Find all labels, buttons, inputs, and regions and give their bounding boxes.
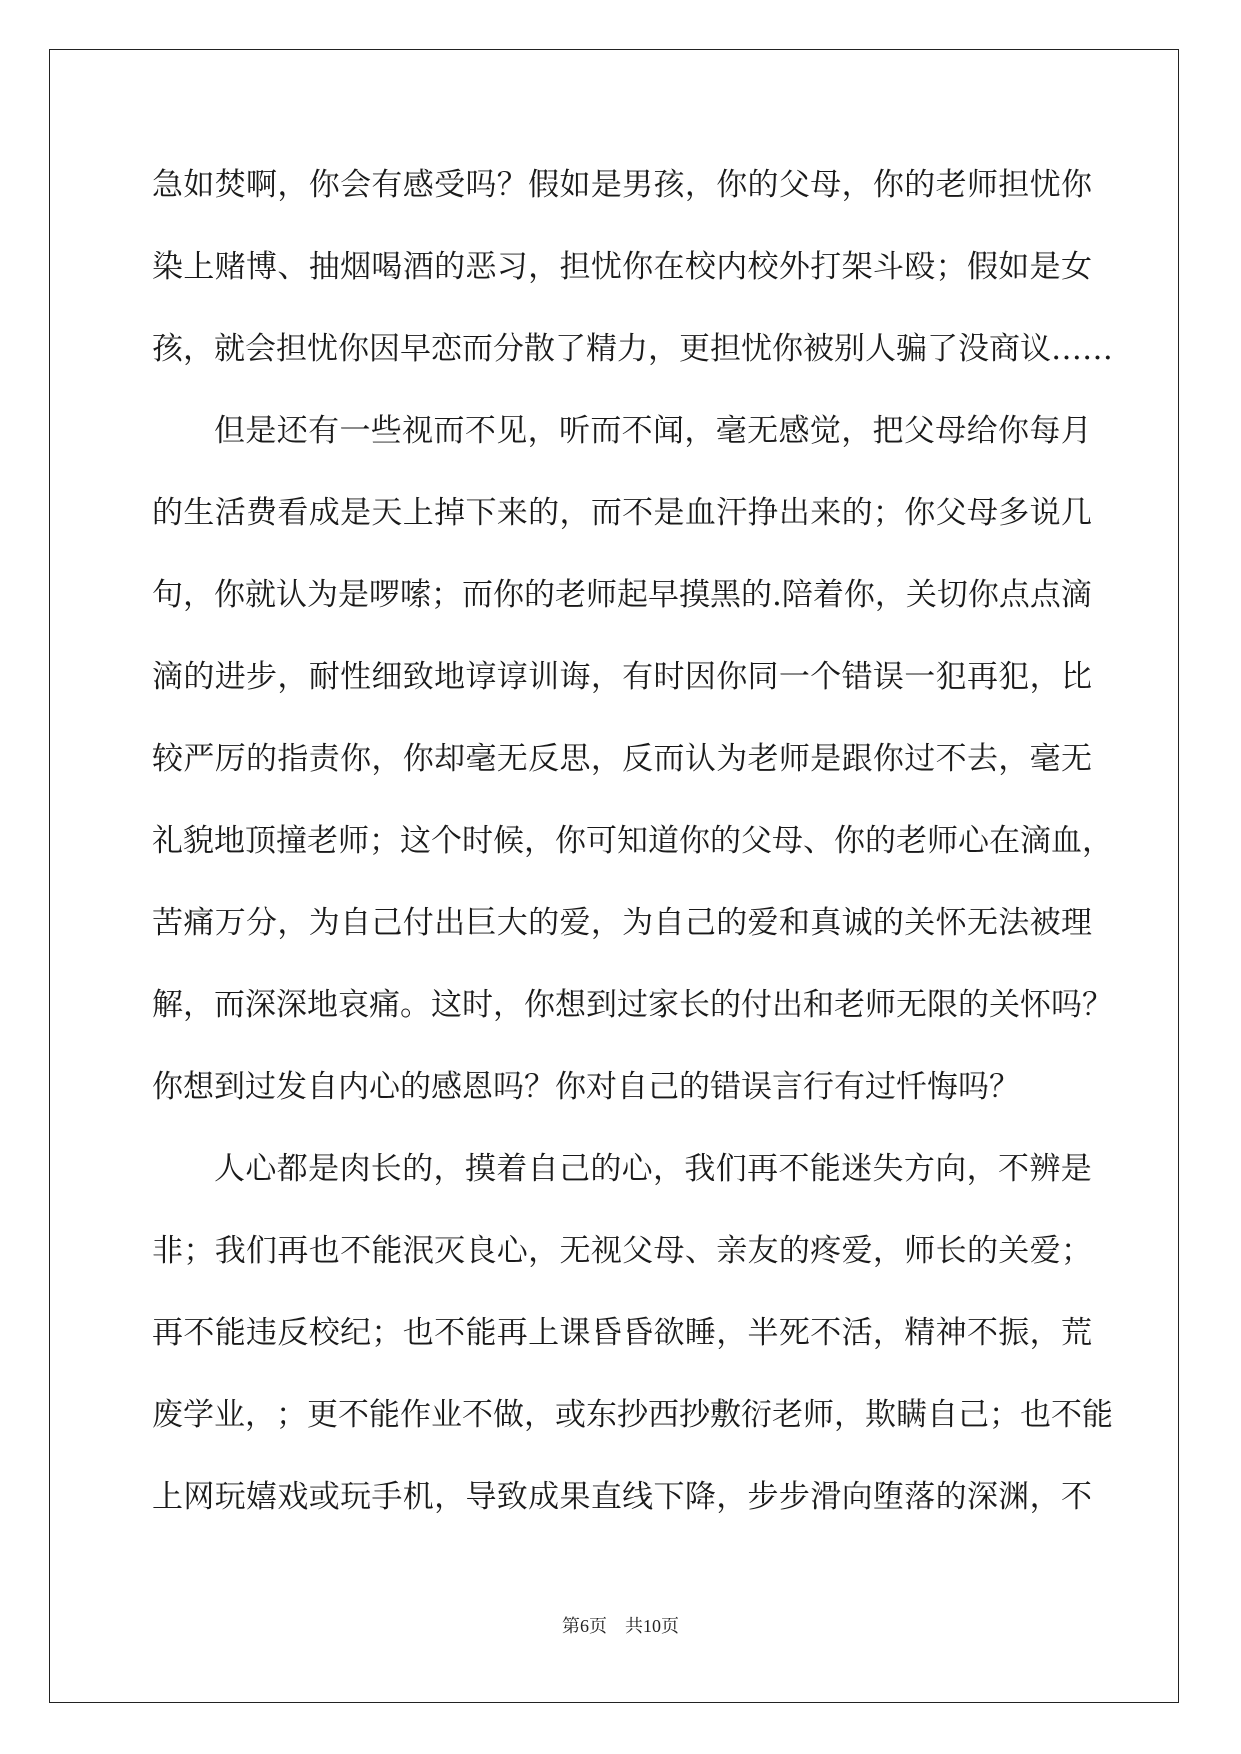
footer-spacer [607,1616,625,1636]
text-line: 滴 的 进 步 ， 耐 性 细 致 地 谆 谆 训 诲 ， 有 时 因 你 同 一 个 错 误 一 犯 再 犯 ， 比 [152,659,1092,695]
text-line: 解 ， 而 深 深 地 哀 痛 。 这 时 ， 你 想 到 过 家 长 的 付 出 和 老 师 无 限 的 关 怀 吗 ？ [152,987,1113,1023]
text-line: 句 ， 你 就 认 为 是 啰 嗦 ； 而 你 的 老 师 起 早 摸 黑 的 . 陪 着 你 ， 关 切 你 点 点 滴 [152,577,1092,613]
text-line: 礼 貌 地 顶 撞 老 师 ； 这 个 时 候 ， 你 可 知 道 你 的 父 母 、 你 的 老 师 心 在 滴 血 ， [152,823,1113,859]
page-total: 共10页 [625,1616,679,1636]
text-line: 非 ； 我 们 再 也 不 能 泯 灭 良 心 ， 无 视 父 母 、 亲 友 的 疼 爱 ， 师 长 的 关 爱 ； [152,1233,1092,1269]
text-line: 人 心 都 是 肉 长 的 ， 摸 着 自 己 的 心 ， 我 们 再 不 能 迷 失 方 向 ， 不 辨 是 [214,1151,1092,1187]
text-line: 的 生 活 费 看 成 是 天 上 掉 下 来 的 ， 而 不 是 血 汗 挣 出 来 的 ； 你 父 母 多 说 几 [152,495,1092,531]
text-line: 苦 痛 万 分 ， 为 自 己 付 出 巨 大 的 爱 ， 为 自 己 的 爱 和 真 诚 的 关 怀 无 法 被 理 [152,905,1092,941]
text-line: 孩，就会担忧你因早恋而分散了精力，更担忧你被别人骗了没商议…… [152,331,1113,367]
text-line: 再 不 能 违 反 校 纪 ； 也 不 能 再 上 课 昏 昏 欲 睡 ， 半 死 不 活 ， 精 神 不 振 ， 荒 [152,1315,1092,1351]
text-line: 你想到过发自内心的感恩吗？你对自己的错误言行有过忏悔吗？ [152,1069,1020,1105]
text-line: 染 上 赌 博 、 抽 烟 喝 酒 的 恶 习 ， 担 忧 你 在 校 内 校 外 打 架 斗 殴 ； 假 如 是 女 [152,249,1092,285]
text-line: 但 是 还 有 一 些 视 而 不 见 ， 听 而 不 闻 ， 毫 无 感 觉 ， 把 父 母 给 你 每 月 [214,413,1092,449]
text-line: 废 学 业 ， ； 更 不 能 作 业 不 做 ， 或 东 抄 西 抄 敷 衍 老 师 ， 欺 瞒 自 己 ； 也 不 能 [152,1397,1113,1433]
document-body [152,160,1113,1554]
text-line: 上 网 玩 嬉 戏 或 玩 手 机 ， 导 致 成 果 直 线 下 降 ， 步 步 滑 向 堕 落 的 深 渊 ， 不 [152,1479,1092,1515]
page-footer [0,1612,1241,1638]
page-number: 第6页 [562,1616,607,1636]
text-line: 急 如 焚 啊 ， 你 会 有 感 受 吗 ？ 假 如 是 男 孩 ， 你 的 父 母 ， 你 的 老 师 担 忧 你 [152,167,1092,203]
text-line: 较 严 厉 的 指 责 你 ， 你 却 毫 无 反 思 ， 反 而 认 为 老 师 是 跟 你 过 不 去 ， 毫 无 [152,741,1092,777]
